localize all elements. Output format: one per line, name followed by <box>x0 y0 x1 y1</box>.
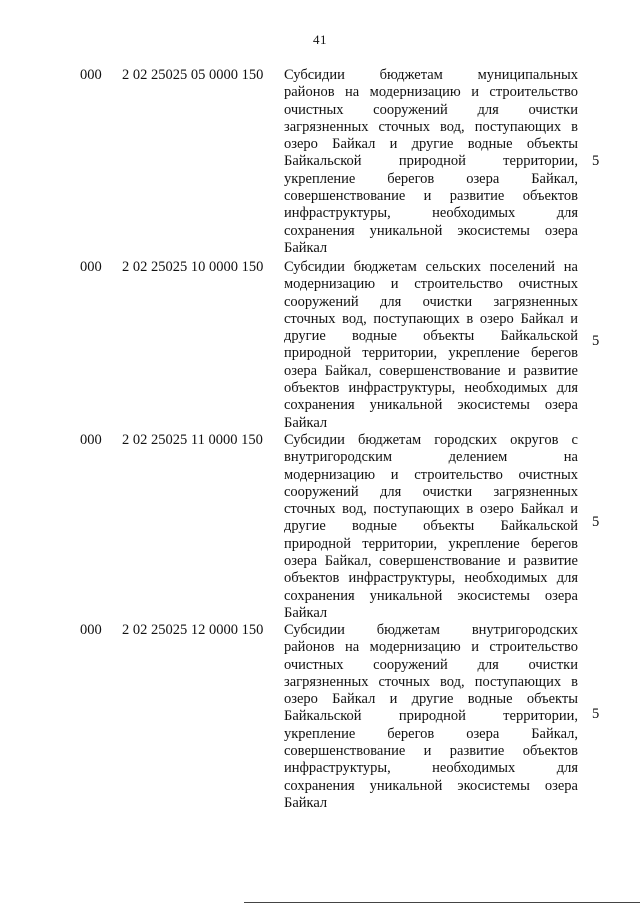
description-line: совершенствование и развитие объектов <box>284 188 578 205</box>
description-line: объектов инфраструктуры, необходимых для <box>284 570 578 587</box>
description-line: Байкал <box>284 239 328 256</box>
description-line: очистных сооружений для очистки <box>284 101 578 118</box>
description-line: сооружений для очистки загрязненных <box>284 293 578 310</box>
description-cell <box>284 67 578 257</box>
code-cell: 000 <box>80 67 102 83</box>
description-line: модернизацию и строительство очистных <box>284 466 578 483</box>
description-line: Субсидии бюджетам городских округов с <box>284 432 578 448</box>
amount-cell: 5 <box>592 333 600 349</box>
code-cell: 000 <box>80 432 102 448</box>
description-line: модернизацию и строительство очистных <box>284 276 578 293</box>
description-line: загрязненных сточных вод, поступающих в <box>284 118 578 135</box>
description-line: другие водные объекты Байкальской <box>284 328 578 345</box>
description-line: озера Байкал, совершенствование и развитие <box>284 553 578 570</box>
description-line: объектов инфраструктуры, необходимых для <box>284 380 578 397</box>
description-line: сооружений для очистки загрязненных <box>284 483 578 500</box>
description-line: сохранения уникальной экосистемы озера <box>284 777 578 794</box>
description-line: Байкальской природной территории, <box>284 708 578 725</box>
amount-cell: 5 <box>592 153 600 169</box>
description-cell <box>284 432 578 622</box>
bottom-rule <box>244 902 640 903</box>
budget-classification-code-cell: 2 02 25025 10 0000 150 <box>122 259 264 275</box>
description-line: инфраструктуры, необходимых для <box>284 205 578 222</box>
description-line: Байкал <box>284 794 328 811</box>
description-line: Байкал <box>284 414 328 431</box>
description-line: инфраструктуры, необходимых для <box>284 760 578 777</box>
description-cell <box>284 259 578 432</box>
amount-cell: 5 <box>592 514 600 530</box>
description-cell <box>284 622 578 812</box>
description-line: Субсидии бюджетам муниципальных <box>284 67 578 83</box>
description-line: озеро Байкал и другие водные объекты <box>284 136 578 153</box>
code-cell: 000 <box>80 259 102 275</box>
description-line: совершенствование и развитие объектов <box>284 743 578 760</box>
budget-classification-code-cell: 2 02 25025 05 0000 150 <box>122 67 264 83</box>
budget-classification-code-cell: 2 02 25025 12 0000 150 <box>122 622 264 638</box>
description-line: озера Байкал, совершенствование и развитие <box>284 362 578 379</box>
description-line: сохранения уникальной экосистемы озера <box>284 587 578 604</box>
description-line: укрепление берегов озера Байкал, <box>284 170 578 187</box>
description-line: загрязненных сточных вод, поступающих в <box>284 673 578 690</box>
description-line: внутригородским делением на <box>284 449 578 466</box>
description-line: Субсидии бюджетам сельских поселений на <box>284 259 578 275</box>
amount-cell: 5 <box>592 706 600 722</box>
description-line: районов на модернизацию и строительство <box>284 639 578 656</box>
description-line: укрепление берегов озера Байкал, <box>284 725 578 742</box>
description-line: очистных сооружений для очистки <box>284 656 578 673</box>
description-line: сточных вод, поступающих в озеро Байкал и <box>284 501 578 518</box>
description-line: сточных вод, поступающих в озеро Байкал и <box>284 310 578 327</box>
description-line: другие водные объекты Байкальской <box>284 518 578 535</box>
description-line: природной территории, укрепление берегов <box>284 535 578 552</box>
description-line: сохранения уникальной экосистемы озера <box>284 222 578 239</box>
budget-classification-code-cell: 2 02 25025 11 0000 150 <box>122 432 263 448</box>
description-line: Байкальской природной территории, <box>284 153 578 170</box>
code-cell: 000 <box>80 622 102 638</box>
description-line: озеро Байкал и другие водные объекты <box>284 691 578 708</box>
description-line: природной территории, укрепление берегов <box>284 345 578 362</box>
description-line: Байкал <box>284 604 328 621</box>
description-line: Субсидии бюджетам внутригородских <box>284 622 578 638</box>
description-line: районов на модернизацию и строительство <box>284 84 578 101</box>
page-number: 41 <box>313 32 327 47</box>
description-line: сохранения уникальной экосистемы озера <box>284 397 578 414</box>
